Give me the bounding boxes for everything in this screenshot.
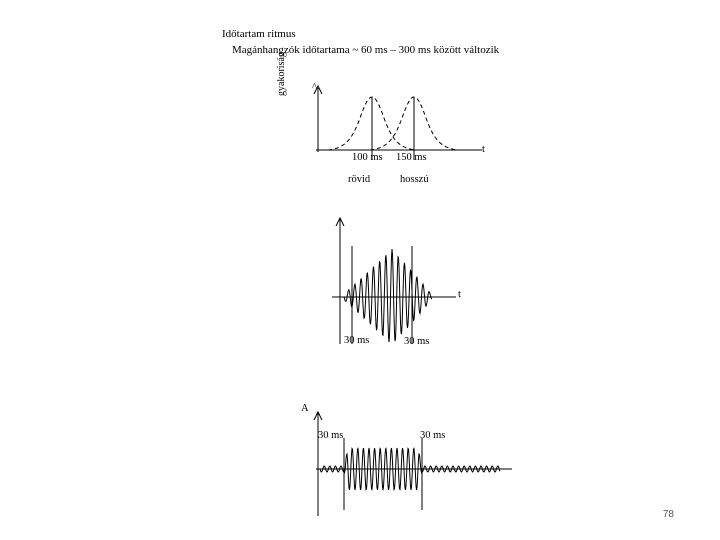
slide-subtitle: Magánhangzók időtartama ~ 60 ms – 300 ms között változik: [232, 44, 500, 56]
slide-title: Időtartam ritmus: [222, 28, 296, 40]
fig1-peak2-label: 150 ms: [396, 152, 427, 163]
fig1-peak1-label: 100 ms: [352, 152, 383, 163]
fig1-axes: [314, 86, 482, 152]
fig2-left-duration: 30 ms: [344, 335, 370, 346]
fig1-y-axis-label: gyakoriság: [276, 52, 287, 96]
fig3-y-axis-label: A: [301, 403, 309, 414]
fig1-y-arrow-label: ^: [312, 82, 317, 93]
fig1-category-long: hosszú: [400, 174, 429, 185]
fig2-x-axis-label: t: [458, 289, 461, 300]
fig1-category-short: rövid: [348, 174, 371, 185]
fig2-right-duration: 30 ms: [404, 336, 430, 347]
fig2-waveform: [344, 249, 432, 342]
fig3-left-duration: 30 ms: [318, 430, 344, 441]
fig1-x-axis-label: t: [482, 144, 485, 155]
page-number: 78: [662, 509, 674, 520]
fig3-right-duration: 30 ms: [420, 430, 446, 441]
